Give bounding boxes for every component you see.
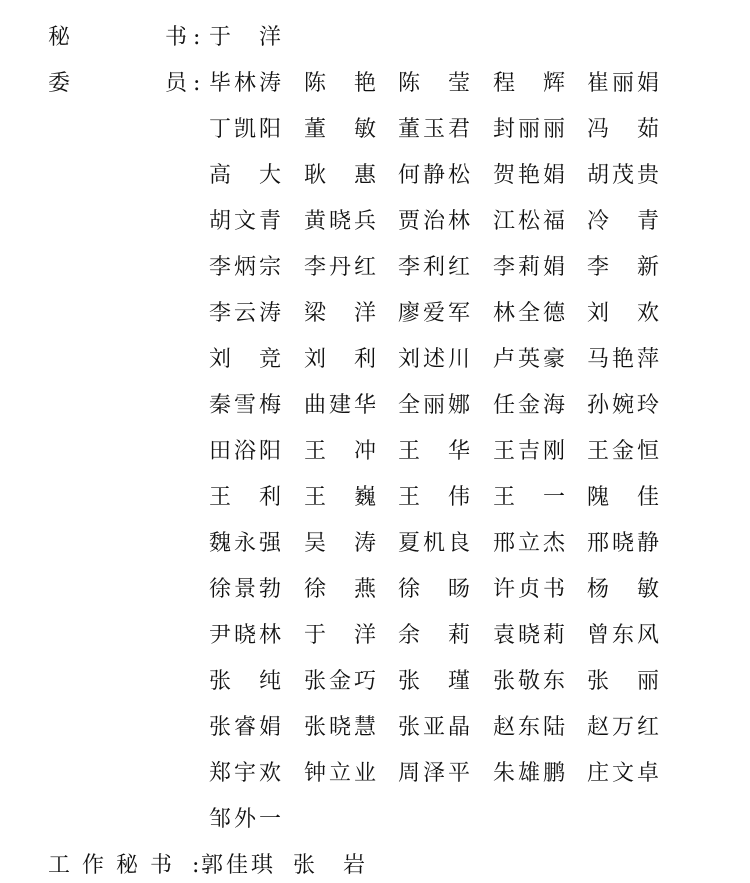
member-row (0, 528, 750, 560)
member-name: 冯 茹 (587, 117, 659, 142)
member-name: 曲建华 (304, 393, 376, 418)
member-row (0, 482, 750, 514)
member-row (0, 68, 750, 100)
member-name: 朱雄鹏 (493, 761, 565, 786)
members-label-left: 委 (48, 71, 71, 96)
member-name: 邹外一 (209, 807, 281, 832)
member-row (0, 114, 750, 146)
member-row (0, 436, 750, 468)
member-row (0, 252, 750, 284)
member-name: 陈 莹 (398, 71, 470, 96)
member-name: 王吉刚 (493, 439, 565, 464)
member-row (0, 574, 750, 606)
member-name: 张晓慧 (304, 715, 376, 740)
member-name: 林全德 (493, 301, 565, 326)
member-row (0, 712, 750, 744)
member-name: 张睿娟 (209, 715, 281, 740)
member-name: 夏机良 (398, 531, 470, 556)
member-name: 尹晓林 (209, 623, 281, 648)
member-name: 刘 利 (304, 347, 376, 372)
member-name: 张 纯 (209, 669, 281, 694)
member-name: 张金巧 (304, 669, 376, 694)
member-name: 吴 涛 (304, 531, 376, 556)
member-name: 赵万红 (587, 715, 659, 740)
member-name: 赵东陆 (493, 715, 565, 740)
member-row (0, 620, 750, 652)
member-row (0, 758, 750, 790)
work-secretary-name: 郭佳琪 (201, 853, 273, 878)
member-name: 黄晓兵 (304, 209, 376, 234)
secretary-label-right: 书 (165, 25, 188, 50)
members-colon: : (193, 71, 201, 96)
member-name: 董 敏 (304, 117, 376, 142)
member-name: 隗 佳 (587, 485, 659, 510)
member-name: 马艳萍 (587, 347, 659, 372)
member-name: 王 巍 (304, 485, 376, 510)
member-name: 毕林涛 (209, 71, 281, 96)
member-name: 李利红 (398, 255, 470, 280)
member-name: 王 伟 (398, 485, 470, 510)
member-name: 梁 洋 (304, 301, 376, 326)
member-row (0, 666, 750, 698)
member-name: 贾治林 (398, 209, 470, 234)
member-name: 王金恒 (587, 439, 659, 464)
member-name: 李 新 (587, 255, 659, 280)
member-name: 余 莉 (398, 623, 470, 648)
member-row (0, 206, 750, 238)
member-name: 于 洋 (304, 623, 376, 648)
member-name: 李炳宗 (209, 255, 281, 280)
member-name: 李丹红 (304, 255, 376, 280)
member-name: 许贞书 (493, 577, 565, 602)
member-name: 贺艳娟 (493, 163, 565, 188)
member-name: 李莉娟 (493, 255, 565, 280)
member-name: 邢晓静 (587, 531, 659, 556)
member-row (0, 804, 750, 836)
member-name: 杨 敏 (587, 577, 659, 602)
secretary-label-left: 秘 (48, 25, 71, 50)
member-name: 陈 艳 (304, 71, 376, 96)
member-name: 邢立杰 (493, 531, 565, 556)
member-name: 全丽娜 (398, 393, 470, 418)
member-name: 冷 青 (587, 209, 659, 234)
member-name: 庄文卓 (587, 761, 659, 786)
secretary-name: 于 洋 (209, 25, 281, 50)
member-name: 刘 竞 (209, 347, 281, 372)
member-name: 孙婉玲 (587, 393, 659, 418)
member-name: 耿 惠 (304, 163, 376, 188)
member-row (0, 160, 750, 192)
secretary-colon: : (193, 25, 201, 50)
member-name: 王 一 (493, 485, 565, 510)
work-secretary-name: 张 岩 (293, 853, 365, 878)
member-name: 刘 欢 (587, 301, 659, 326)
member-name: 张亚晶 (398, 715, 470, 740)
member-name: 胡茂贵 (587, 163, 659, 188)
member-name: 徐景勃 (209, 577, 281, 602)
member-name: 卢英豪 (493, 347, 565, 372)
member-name: 徐 燕 (304, 577, 376, 602)
member-row (0, 344, 750, 376)
member-name: 任金海 (493, 393, 565, 418)
member-name: 张 瑾 (398, 669, 470, 694)
member-name: 张敬东 (493, 669, 565, 694)
member-name: 田浴阳 (209, 439, 281, 464)
member-name: 丁凯阳 (209, 117, 281, 142)
member-name: 刘述川 (398, 347, 470, 372)
member-name: 王 利 (209, 485, 281, 510)
member-row (0, 390, 750, 422)
member-name: 高 大 (209, 163, 281, 188)
work-secretary-label: 工作秘书 (48, 853, 185, 878)
member-row (0, 298, 750, 330)
member-name: 张 丽 (587, 669, 659, 694)
member-name: 江松福 (493, 209, 565, 234)
member-name: 钟立业 (304, 761, 376, 786)
member-name: 李云涛 (209, 301, 281, 326)
members-label-right: 员 (165, 71, 188, 96)
member-name: 董玉君 (398, 117, 470, 142)
member-name: 魏永强 (209, 531, 281, 556)
member-name: 曾东风 (587, 623, 659, 648)
member-name: 廖爱军 (398, 301, 470, 326)
member-name: 程 辉 (493, 71, 565, 96)
member-name: 秦雪梅 (209, 393, 281, 418)
member-name: 袁晓莉 (493, 623, 565, 648)
member-name: 胡文青 (209, 209, 281, 234)
member-name: 王 华 (398, 439, 470, 464)
member-name: 崔丽娟 (587, 71, 659, 96)
member-name: 封丽丽 (493, 117, 565, 142)
member-name: 周泽平 (398, 761, 470, 786)
member-name: 何静松 (398, 163, 470, 188)
member-name: 郑宇欢 (209, 761, 281, 786)
work-secretary-colon: : (192, 853, 200, 878)
member-name: 王 冲 (304, 439, 376, 464)
member-name: 徐 旸 (398, 577, 470, 602)
